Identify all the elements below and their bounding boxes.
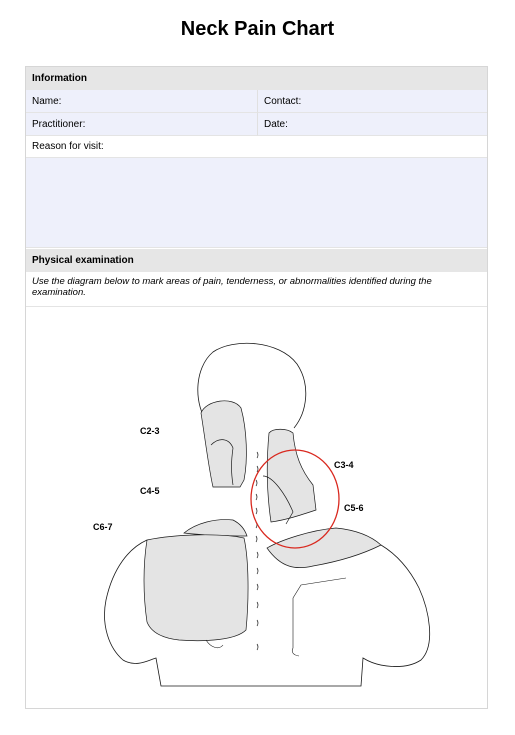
practitioner-field[interactable] — [26, 113, 257, 136]
reason-label-row — [26, 136, 487, 158]
name-label: Name: — [32, 95, 62, 107]
label-c3-4: C3-4 — [334, 460, 354, 470]
left-neck-shaded — [201, 401, 246, 487]
left-shoulder-shaded — [144, 535, 248, 641]
contact-field[interactable] — [257, 90, 487, 113]
reason-label: Reason for visit: — [32, 141, 104, 152]
practitioner-label: Practitioner: — [32, 118, 86, 130]
page-title: Neck Pain Chart — [180, 18, 335, 40]
back-line — [292, 598, 299, 656]
label-c2-3: C2-3 — [140, 426, 160, 436]
right-trapezius-shaded — [267, 528, 381, 568]
name-field[interactable] — [26, 90, 257, 113]
exam-instructions: Use the diagram below to mark areas of pain, tenderness, or abnormalities identified during the examination. — [26, 272, 487, 307]
neck-pain-form — [25, 66, 488, 709]
label-c5-6: C5-6 — [344, 503, 364, 513]
left-trapezius-shaded — [184, 520, 247, 536]
information-heading: Information — [26, 67, 487, 90]
date-label: Date: — [264, 118, 288, 130]
date-field[interactable] — [257, 113, 487, 136]
name-contact-row — [26, 90, 487, 113]
neck-diagram[interactable] — [26, 307, 487, 708]
physical-exam-heading: Physical examination — [26, 249, 487, 272]
back-detail — [293, 578, 346, 598]
label-c4-5: C4-5 — [140, 486, 160, 496]
reason-input-area[interactable] — [26, 158, 487, 248]
label-c6-7: C6-7 — [93, 522, 113, 532]
body-outline-right — [261, 545, 430, 686]
practitioner-date-row — [26, 113, 487, 136]
contact-label: Contact: — [264, 95, 302, 107]
left-hip-detail — [206, 640, 223, 648]
spine-vertebrae — [256, 452, 258, 650]
